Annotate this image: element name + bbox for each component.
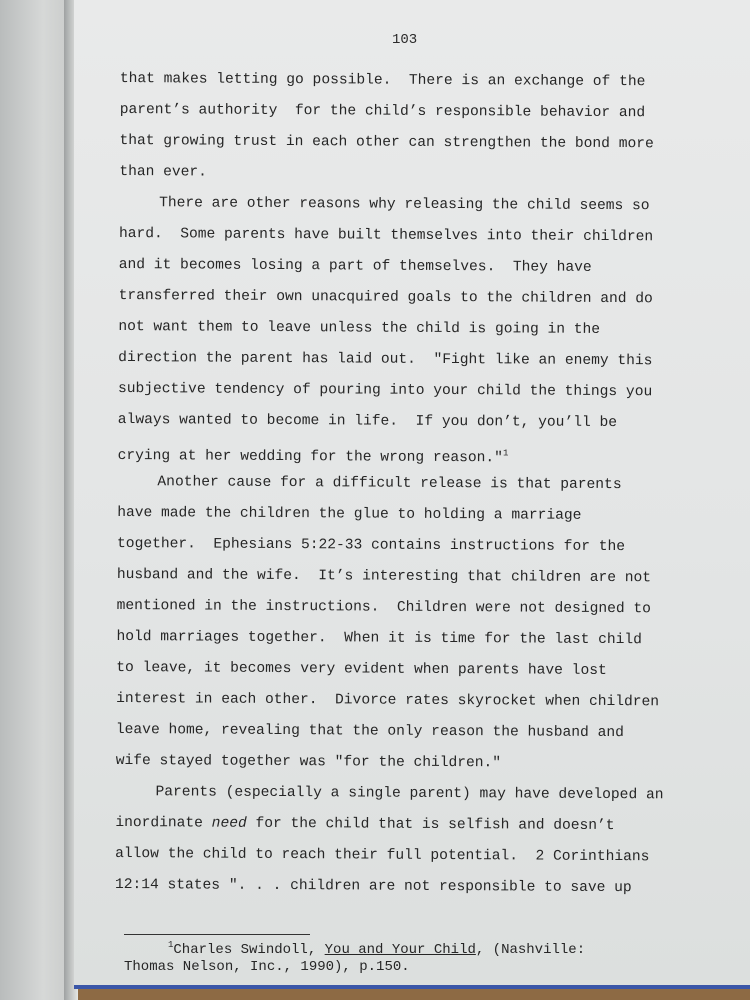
paragraph-3	[116, 467, 718, 781]
body-text	[115, 64, 720, 905]
emphasis-need: need	[211, 815, 247, 832]
text-line: have made the children the glue to holding a marriage	[117, 504, 582, 524]
text-line: Parents (especially a single parent) may have developed an	[155, 784, 664, 804]
text-line: direction the parent has laid out. "Fight like an enemy this	[118, 349, 653, 370]
quote-end-text: crying at her wedding for the wrong reason."	[117, 447, 503, 467]
document-page	[74, 0, 750, 989]
text-line: husband and the wife. It’s interesting that children are not	[116, 566, 652, 587]
text-line: that growing trust in each other can strengthen the bond more	[119, 132, 654, 153]
text-line: that makes letting go possible. There is an exchange of the	[119, 70, 646, 91]
text-line: mentioned in the instructions. Children were not designed to	[116, 597, 651, 618]
text-line	[115, 808, 715, 843]
footnote-line	[124, 934, 734, 956]
paragraph-2	[118, 188, 720, 471]
text-line: together. Ephesians 5:22-33 contains instructions for the	[117, 535, 626, 556]
text-run: for the child that is selfish and doesn’t	[246, 815, 615, 835]
facing-page	[0, 0, 72, 1000]
text-line: hard. Some parents have built themselves into their children	[118, 225, 654, 246]
paragraph-4	[115, 777, 716, 905]
text-line: There are other reasons why releasing the child seems so	[159, 195, 650, 215]
text-line: 12:14 states ". . . children are not responsible to save up	[114, 876, 632, 897]
text-line: transferred their own unacquired goals to the children and do	[118, 287, 653, 308]
text-line: subjective tendency of pouring into your child the things you	[117, 380, 653, 401]
footnote-marker: 1	[502, 448, 509, 459]
text-line: hold marriages together. When it is time for the last child	[116, 628, 643, 649]
footnote-line: Thomas Nelson, Inc., 1990), p.150.	[124, 959, 410, 975]
text-line: leave home, revealing that the only reason the husband and	[115, 721, 624, 742]
text-line	[118, 436, 718, 471]
text-line: than ever.	[119, 163, 207, 181]
text-line: Another cause for a difficult release is that parents	[157, 474, 622, 494]
paragraph-1	[119, 64, 720, 192]
text-line: interest in each other. Divorce rates skyrocket when children	[116, 690, 660, 711]
text-line: and it becomes losing a part of themselves. They have	[118, 256, 592, 276]
text-line: wife stayed together was "for the children."	[115, 752, 502, 772]
footnote	[124, 934, 734, 978]
text-line: always wanted to become in life. If you don’t, you’ll be	[117, 411, 618, 432]
text-line: to leave, it becomes very evident when parents have lost	[116, 659, 607, 679]
text-run: inordinate	[115, 814, 212, 832]
footnote-number: 1	[168, 940, 174, 950]
text-line: parent’s authority for the child’s responsible behavior and	[119, 101, 646, 122]
text-line: not want them to leave unless the child is going in the	[118, 318, 601, 338]
footnote-author: Charles Swindoll,	[173, 942, 325, 958]
text-line: allow the child to reach their full potential. 2 Corinthians	[115, 845, 650, 866]
page-number: 103	[392, 32, 418, 48]
footnote-title: You and Your Child	[324, 942, 476, 958]
footnote-publisher: , (Nashville:	[475, 942, 586, 958]
